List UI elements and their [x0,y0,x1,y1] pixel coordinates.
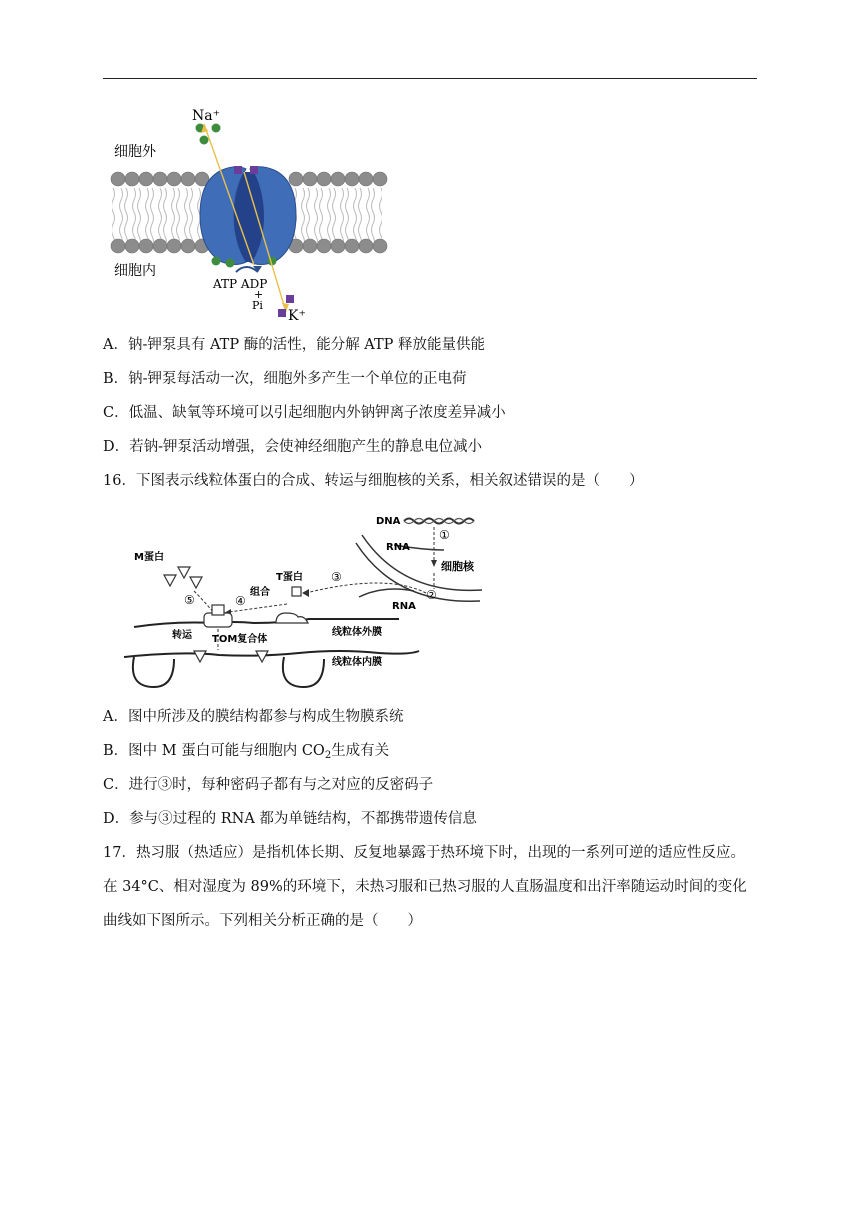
na-label: Na⁺ [192,108,220,124]
q16-option-b-sub: 2 [324,750,332,761]
q16-option-d: D．参与③过程的 RNA 都为单链结构，不都携带遗传信息 [103,811,477,827]
m-protein-label: M蛋白 [134,552,164,563]
q16-option-b [103,741,389,766]
plus-label: + [254,288,264,301]
q17-line3: 曲线如下图所示。下列相关分析正确的是（ ） [103,913,422,929]
q16-option-a: A．图中所涉及的膜结构都参与构成生物膜系统 [103,709,404,725]
header-rule [103,78,757,79]
rna-top-label: RNA [386,542,410,553]
step5-label: ⑤ [184,593,195,607]
q15-option-c: C．低温、缺氧等环境可以引起细胞内外钠钾离子浓度差异减小 [103,405,506,421]
rna-bottom-label: RNA [392,601,416,612]
step3-label: ③ [331,570,342,584]
inner-membrane-label: 线粒体内膜 [332,657,382,668]
q16-option-c: C．进行③时，每种密码子都有与之对应的反密码子 [103,777,434,793]
q16-option-b-pre: B．图中 M 蛋白可能与细胞内 CO [103,743,325,759]
nucleus-label: 细胞核 [441,560,474,573]
pi-label: Pi [252,299,263,312]
step1-label: ① [439,528,450,542]
q15-option-b: B．钠-钾泵每活动一次，细胞外多产生一个单位的正电荷 [103,371,467,387]
q16-option-b-post: 生成有关 [331,743,390,759]
q15-option-d: D．若钠-钾泵活动增强，会使神经细胞产生的静息电位减小 [103,439,483,455]
inside-label: 细胞内 [114,263,156,279]
step4-label: ④ [235,594,246,608]
transport-label: 转运 [172,630,192,641]
k-label: K⁺ [288,308,306,324]
q15-option-a: A．钠-钾泵具有 ATP 酶的活性，能分解 ATP 释放能量供能 [103,337,486,353]
atp-adp-label: ATP ADP [213,277,268,291]
outside-label: 细胞外 [114,144,156,160]
q17-line1: 17．热习服（热适应）是指机体长期、反复地暴露于热环境下时，出现的一系列可逆的适应性反应。 [103,845,745,861]
outer-membrane-label: 线粒体外膜 [332,627,382,638]
q16-stem: 16．下图表示线粒体蛋白的合成、转运与细胞核的关系，相关叙述错误的是（ ） [103,473,644,489]
q17-line2: 在 34°C、相对湿度为 89%的环境下，未热习服和已热习服的人直肠温度和出汗率随运动时间的变化 [103,879,747,895]
sodium-potassium-pump-figure [104,100,394,325]
t-protein-label: T蛋白 [276,572,303,583]
tom-label: TOM复合体 [212,634,268,645]
dna-label: DNA [376,516,401,527]
combine-label: 组合 [250,587,270,598]
step2-label: ② [426,588,437,602]
mitochondrial-protein-figure [104,505,504,695]
